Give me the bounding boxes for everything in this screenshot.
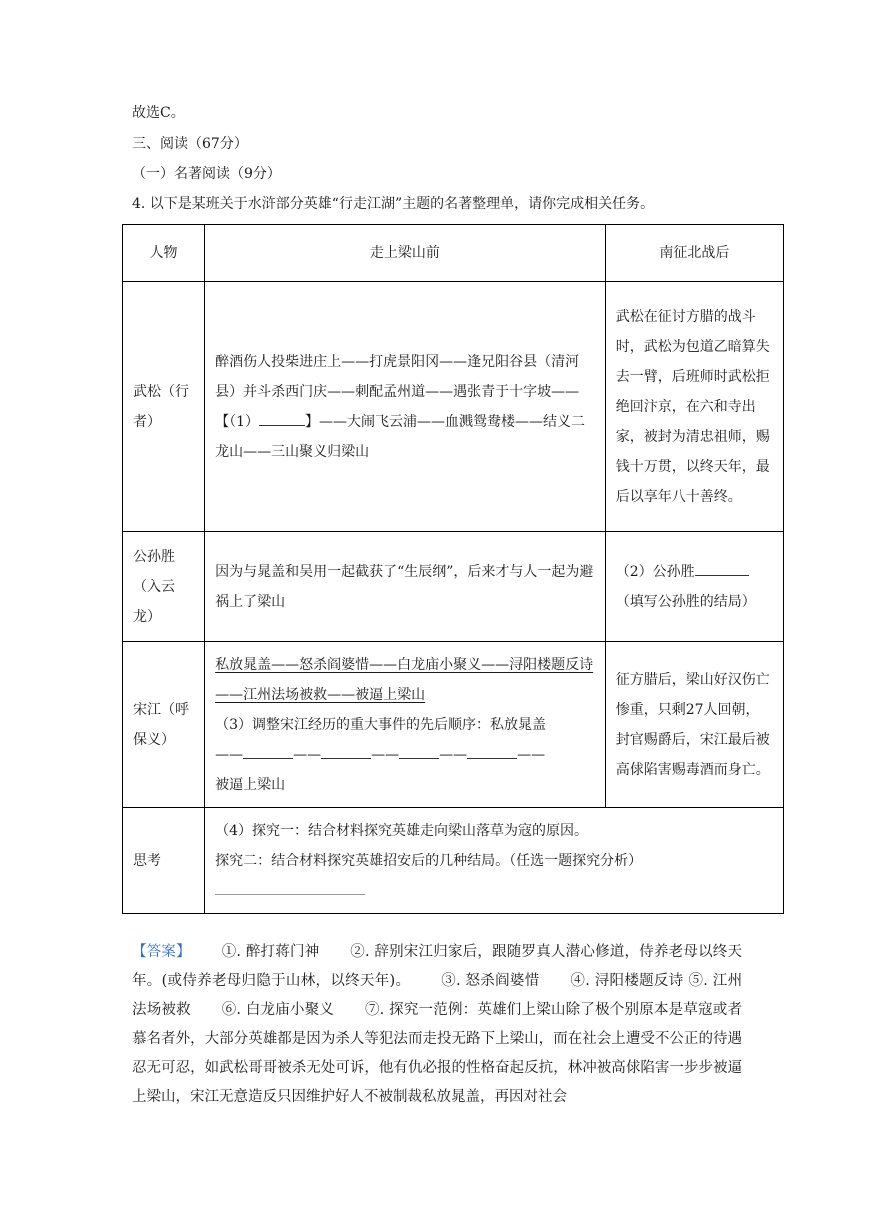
answer-tag: 【答案】 — [132, 944, 191, 960]
intro-line-conclusion: 故选C。 — [132, 105, 185, 121]
blank-5[interactable] — [399, 744, 439, 759]
gongsun-after — [605, 532, 783, 642]
wusong-after: 武松在征讨方腊的战斗时，武松为包道乙暗算失去一臂，后班师时武松拒绝回汴京，在六和寺出家，被封为清忠祖师，赐钱十万贯，以终天年，最后以享年八十善终。 — [605, 282, 783, 532]
dash-5: —— — [517, 746, 546, 763]
wusong-name: 武松（行者） — [123, 282, 205, 532]
gongsun-after-note: （填写公孙胜的结局） — [615, 593, 756, 610]
gongsun-name: 公孙胜（入云龙） — [123, 532, 205, 642]
answer-block — [132, 938, 742, 1112]
songjiang-name: 宋江（呼保义） — [123, 642, 205, 808]
header-after: 南征北战后 — [605, 225, 783, 282]
header-person: 人物 — [123, 225, 205, 282]
answer-line[interactable] — [215, 880, 365, 895]
blank-1[interactable] — [259, 411, 305, 426]
outline-table — [122, 224, 784, 914]
blank-2[interactable] — [695, 561, 749, 576]
section-heading-reading: 三、阅读（67分） — [132, 136, 248, 152]
answer-item-7: ⑦. 探究一范例：英雄们上梁山除了极个别原本是草寇或者慕名者外，大部分英雄都是因为杀人等犯法而走投无路下上梁山，而在社会上遭受不公正的待遇忍无可忍，如武松哥哥被杀无处可诉，他有仇必报的性格奋起反抗，林冲被高俅陷害一步步被逼上梁山，宋江无意造反只因维护好人不被制裁私放晁盖，再因对社会 — [132, 1002, 743, 1105]
wusong-before-part2: 】——大闹飞云浦——血溅鸳鸯楼——结义二龙山——三山聚义归梁山 — [215, 413, 586, 460]
gongsun-after-prefix: （2）公孙胜 — [615, 563, 695, 580]
wusong-before — [205, 282, 606, 532]
table-row-gongsun — [123, 532, 784, 642]
wusong-before-part1: 醉酒伤人投柴进庄上——打虎景阳冈——逢兄阳谷县（清河县）并斗杀西门庆——刺配孟州道——遇张青于十字坡——【（1） — [215, 353, 580, 430]
songjiang-task-end: 被逼上梁山 — [215, 776, 286, 793]
gongsun-before: 因为与晁盖和吴用一起截获了“生辰纲”，后来才与人一起为避祸上了梁山 — [205, 532, 606, 642]
table-row-songjiang — [123, 642, 784, 808]
think-line-1: （4）探究一：结合材料探究英雄走向梁山落草为寇的原因。 — [215, 822, 589, 839]
blank-4[interactable] — [321, 744, 371, 759]
songjiang-before — [205, 642, 606, 808]
blank-6[interactable] — [467, 744, 517, 759]
dash-2: —— — [293, 746, 322, 763]
songjiang-after: 征方腊后，梁山好汉伤亡惨重，只剩27人回朝，封官赐爵后，宋江最后被高俅陷害赐毒酒而身亡。 — [605, 642, 783, 808]
dash-4: —— — [439, 746, 468, 763]
dash-3: —— — [371, 746, 400, 763]
subsection-heading-classics: （一）名著阅读（9分） — [132, 166, 281, 182]
think-content — [205, 808, 784, 914]
songjiang-events: 私放晁盖——怒杀阎婆惜——白龙庙小聚义——浔阳楼题反诗——江州法场被救——被逼上梁山 — [215, 656, 594, 703]
answer-item-4: ④. 浔阳楼题反诗 — [570, 973, 684, 989]
question-4-prompt: 4. 以下是某班关于水浒部分英雄“行走江湖”主题的名著整理单，请你完成相关任务。 — [132, 196, 655, 212]
songjiang-task-prefix: （3）调整宋江经历的重大事件的先后顺序：私放晁盖 — [215, 716, 547, 733]
table-header-row — [123, 225, 784, 282]
blank-3[interactable] — [243, 744, 293, 759]
answer-item-6: ⑥. 白龙庙小聚义 — [221, 1002, 335, 1018]
header-before: 走上梁山前 — [205, 225, 606, 282]
answer-item-5: ⑤. 江州法场被救 — [132, 973, 743, 1018]
answer-item-3: ③. 怒杀阎婆惜 — [441, 973, 540, 989]
think-line-2: 探究二：结合材料探究英雄招安后的几种结局。（任选一题探究分析） — [215, 852, 643, 869]
answer-item-1: ①. 醉打蒋门神 — [221, 944, 320, 960]
answer-item-2: ②. 辞别宋江归家后，跟随罗真人潜心修道，侍养老母以终天年。(或侍养老母归隐于山林，以终天年)。 — [132, 944, 743, 989]
table-row-wusong — [123, 282, 784, 532]
table-row-think — [123, 808, 784, 914]
dash-1: —— — [215, 746, 244, 763]
think-label: 思考 — [123, 808, 205, 914]
